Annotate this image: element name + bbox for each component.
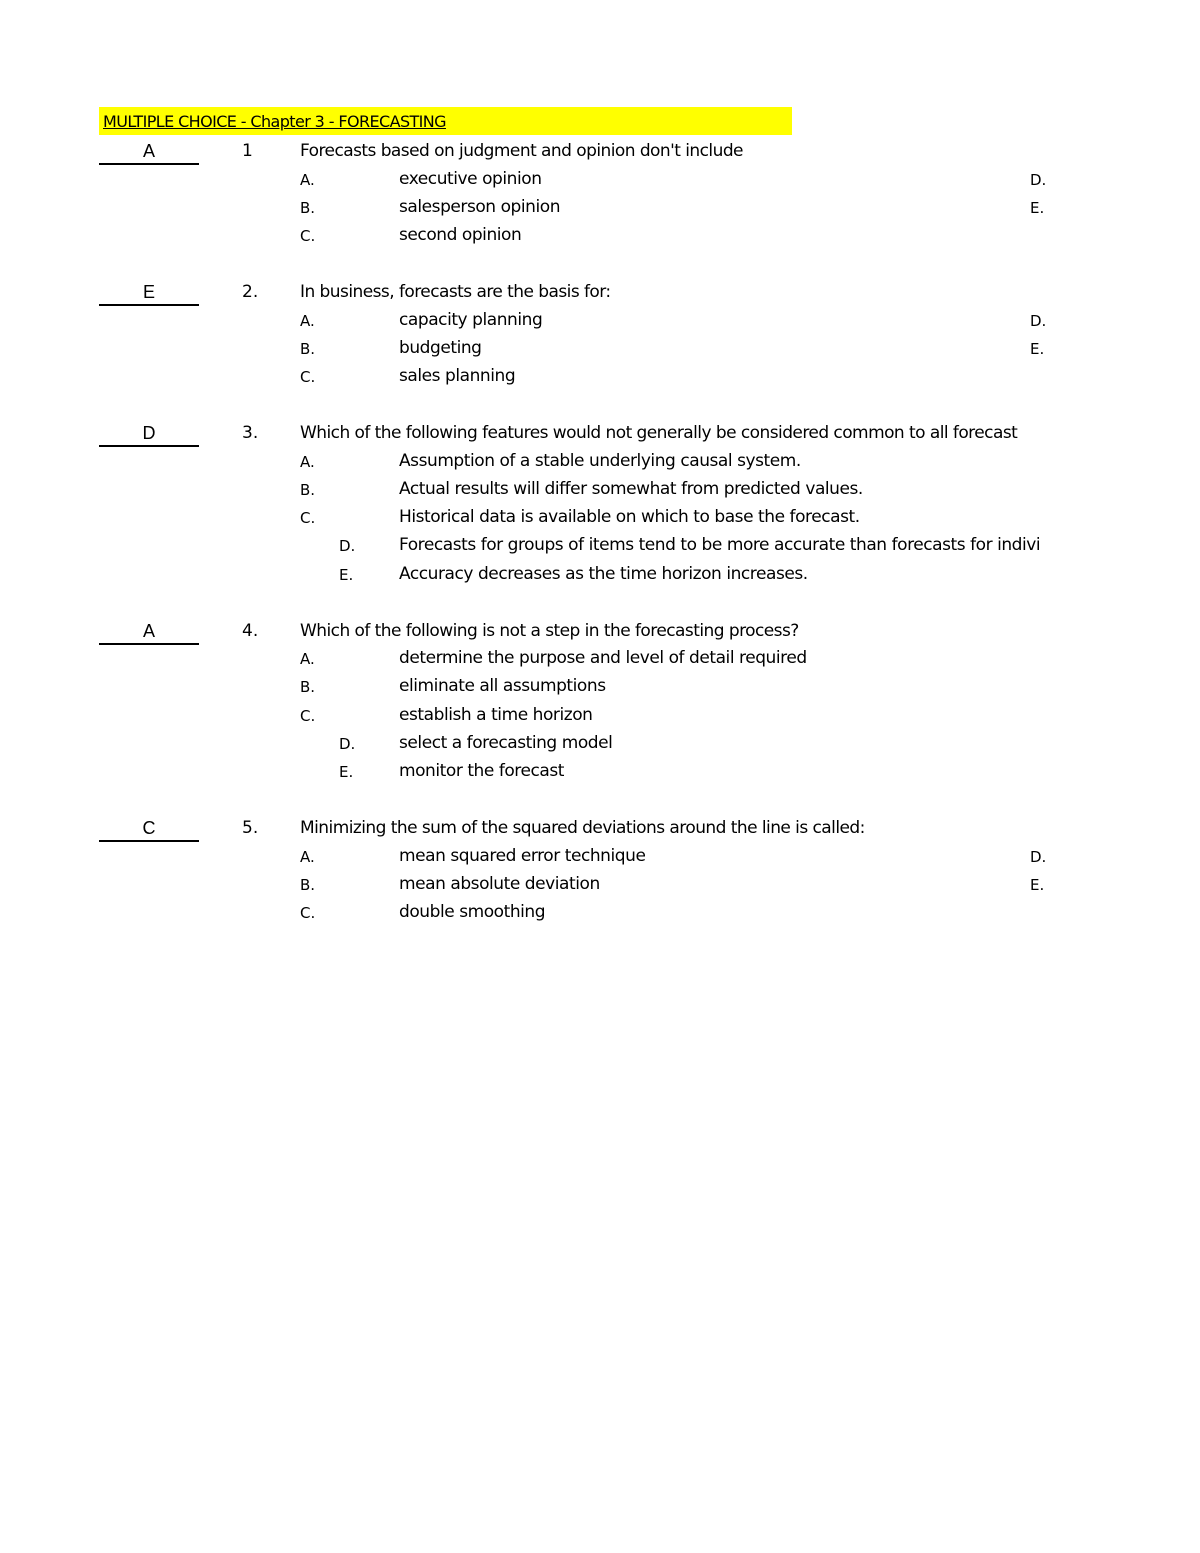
- answer-key-5: C: [99, 816, 199, 842]
- option-letter-2c: C.: [300, 368, 316, 386]
- option-letter-1d: D.: [1030, 171, 1047, 189]
- option-letter-5c: C.: [300, 904, 316, 922]
- option-letter-3e: E.: [339, 566, 354, 584]
- answer-key-3: D: [99, 421, 199, 447]
- option-text-3a: Assumption of a stable underlying causal system.: [399, 451, 801, 471]
- question-number-2: 2.: [242, 282, 259, 302]
- question-text-3: Which of the following features would not generally be considered common to all forecast: [300, 423, 1018, 443]
- option-text-4d: select a forecasting model: [399, 733, 613, 753]
- question-text-2: In business, forecasts are the basis for:: [300, 282, 611, 302]
- option-letter-4d: D.: [339, 735, 356, 753]
- option-letter-1a: A.: [300, 171, 315, 189]
- option-text-3c: Historical data is available on which to base the forecast.: [399, 507, 860, 527]
- option-letter-4a: A.: [300, 650, 315, 668]
- option-letter-1e: E.: [1030, 199, 1045, 217]
- option-text-2b: budgeting: [399, 338, 482, 358]
- option-letter-1b: B.: [300, 199, 316, 217]
- option-letter-5b: B.: [300, 876, 316, 894]
- option-text-4b: eliminate all assumptions: [399, 676, 606, 696]
- question-number-5: 5.: [242, 818, 259, 838]
- option-text-3e: Accuracy decreases as the time horizon increases.: [399, 564, 808, 584]
- option-letter-2d: D.: [1030, 312, 1047, 330]
- option-letter-3d: D.: [339, 537, 356, 555]
- question-number-1: 1: [242, 141, 253, 161]
- option-letter-5e: E.: [1030, 876, 1045, 894]
- option-text-1c: second opinion: [399, 225, 522, 245]
- option-letter-3c: C.: [300, 509, 316, 527]
- option-text-1b: salesperson opinion: [399, 197, 561, 217]
- option-text-2c: sales planning: [399, 366, 516, 386]
- option-letter-3b: B.: [300, 481, 316, 499]
- option-letter-4b: B.: [300, 678, 316, 696]
- option-letter-4c: C.: [300, 707, 316, 725]
- option-text-5b: mean absolute deviation: [399, 874, 600, 894]
- option-letter-2a: A.: [300, 312, 315, 330]
- option-text-4c: establish a time horizon: [399, 705, 593, 725]
- option-letter-3a: A.: [300, 453, 315, 471]
- option-text-4e: monitor the forecast: [399, 761, 564, 781]
- option-text-3b: Actual results will differ somewhat from predicted values.: [399, 479, 863, 499]
- page-title: MULTIPLE CHOICE - Chapter 3 - FORECASTING: [103, 112, 446, 131]
- option-text-5c: double smoothing: [399, 902, 546, 922]
- option-letter-4e: E.: [339, 763, 354, 781]
- option-letter-5d: D.: [1030, 848, 1047, 866]
- answer-key-4: A: [99, 619, 199, 645]
- option-letter-2b: B.: [300, 340, 316, 358]
- answer-key-2: E: [99, 280, 199, 306]
- answer-key-1: A: [99, 139, 199, 165]
- question-number-4: 4.: [242, 621, 259, 641]
- question-number-3: 3.: [242, 423, 259, 443]
- option-text-4a: determine the purpose and level of detail required: [399, 648, 807, 668]
- option-text-5a: mean squared error technique: [399, 846, 646, 866]
- option-letter-1c: C.: [300, 227, 316, 245]
- option-letter-2e: E.: [1030, 340, 1045, 358]
- option-letter-5a: A.: [300, 848, 315, 866]
- question-text-4: Which of the following is not a step in the forecasting process?: [300, 621, 799, 641]
- option-text-2a: capacity planning: [399, 310, 543, 330]
- option-text-1a: executive opinion: [399, 169, 542, 189]
- question-text-5: Minimizing the sum of the squared deviations around the line is called:: [300, 818, 865, 838]
- option-text-3d: Forecasts for groups of items tend to be more accurate than forecasts for indivi: [399, 535, 1041, 555]
- question-text-1: Forecasts based on judgment and opinion don't include: [300, 141, 743, 161]
